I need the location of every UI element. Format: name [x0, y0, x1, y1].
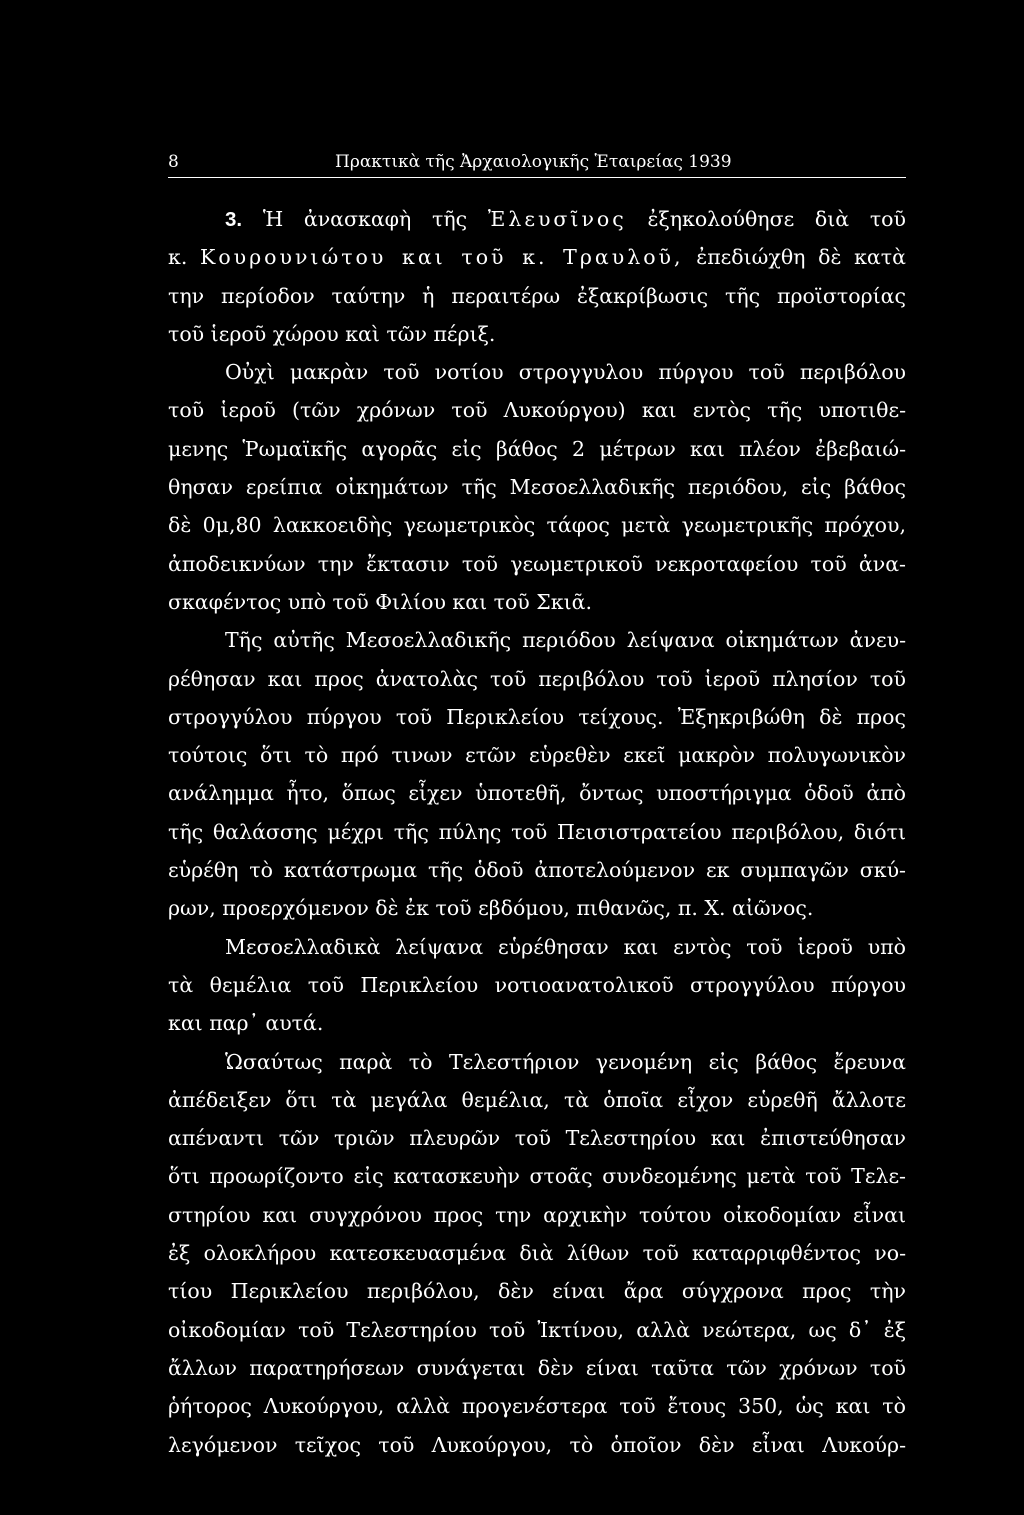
text-line: θησαν ερείπια οἰκημάτων τῆς Μεσοελλαδικῆς περιόδου, εἰς βάθος: [168, 475, 906, 500]
text-line: εὑρέθη τὸ κατάστρωμα τῆς ὁδοῦ ἀποτελούμενον εκ συμπαγῶν σκύ-: [168, 858, 906, 883]
section-line-1: [168, 200, 906, 238]
text-line: ῥήτορος Λυκούργου, αλλὰ προγενέστερα τοῦ ἔτους 350, ὡς και τὸ: [168, 1394, 906, 1419]
page-number: 8: [168, 152, 179, 172]
text-line: απέναντι τῶν τριῶν πλευρῶν τοῦ Τελεστηρίου και ἐπιστεύθησαν: [168, 1126, 906, 1151]
section-line-3: την περίοδον ταύτην ἡ περαιτέρω ἐξακρίβωσις τῆς προϊστορίας: [168, 283, 906, 308]
text-line: τοῦ ἱεροῦ (τῶν χρόνων τοῦ Λυκούργου) και εντὸς τῆς υποτιθε-: [168, 398, 906, 423]
text-line: και παρ᾽ αυτά.: [168, 1011, 324, 1036]
place-name: Ἐλευσῖνος: [487, 207, 627, 231]
section-text: κ.: [168, 245, 200, 270]
section-text: ἐπεδιώχθη δὲ κατὰ: [683, 245, 906, 270]
text-line: ρέθησαν και προς ἀνατολὰς τοῦ περιβόλου τοῦ ἱεροῦ πλησίον τοῦ: [168, 666, 906, 691]
text-line: Τῆς αὐτῆς Μεσοελλαδικῆς περιόδου λείψανα οἰκημάτων ἀνευ-: [225, 628, 906, 653]
section-line-4: τοῦ ἱεροῦ χώρου καὶ τῶν πέριξ.: [168, 321, 496, 346]
section-line-2: [168, 238, 906, 276]
section-text: ἐξηκολούθησε διὰ τοῦ: [626, 207, 906, 231]
text-line: ἀπέδειξεν ὅτι τὰ μεγάλα θεμέλια, τὰ ὁποῖα εἶχον εὑρεθῆ ἄλλοτε: [168, 1087, 906, 1112]
text-line: οἰκοδομίαν τοῦ Τελεστηρίου τοῦ Ἰκτίνου, αλλὰ νεώτερα, ως δ᾽ ἐξ: [168, 1317, 906, 1342]
text-line: Ὡσαύτως παρὰ τὸ Τελεστήριον γενομένη εἰς βάθος ἔρευνα: [225, 1049, 906, 1074]
text-line: σκαφέντος υπὸ τοῦ Φιλίου και τοῦ Σκιᾶ.: [168, 589, 592, 614]
text-line: τὰ θεμέλια τοῦ Περικλείου νοτιοανατολικοῦ στρογγύλου πύργου: [168, 972, 906, 997]
text-line: ἄλλων παρατηρήσεων συνάγεται δὲν είναι ταῦτα τῶν χρόνων τοῦ: [168, 1355, 906, 1380]
text-line: ἀποδεικνύων την ἔκτασιν τοῦ γεωμετρικοῦ νεκροταφείου τοῦ ἀνα-: [168, 551, 906, 576]
text-line: Οὐχὶ μακρὰν τοῦ νοτίου στρογγυλου πύργου τοῦ περιβόλου: [225, 360, 906, 385]
text-line: δὲ 0μ,80 λακκοειδὴς γεωμετρικὸς τάφος μετὰ γεωμετρικῆς πρόχου,: [168, 513, 906, 538]
page-header: [168, 150, 906, 174]
running-title: Πρακτικὰ τῆς Ἀρχαιολογικῆς Ἑταιρείας 1939: [335, 152, 732, 172]
header-rule: [168, 177, 906, 178]
section-number: 3.: [225, 208, 243, 231]
text-line: ρων, προερχόμενον δὲ ἐκ τοῦ εβδόμου, πιθανῶς, π. Χ. αἰῶνος.: [168, 896, 814, 921]
text-line: στηρίου και συγχρόνου προς την αρχικὴν τούτου οἰκοδομίαν εἶναι: [168, 1202, 906, 1227]
text-line: λεγόμενον τεῖχος τοῦ Λυκούργου, τὸ ὁποῖον δὲν εἶναι Λυκούρ-: [168, 1432, 906, 1457]
text-line: τίου Περικλείου περιβόλου, δὲν είναι ἄρα σύγχρονα προς τὴν: [168, 1279, 906, 1304]
text-line: ανάλημμα ἦτο, ὅπως εἶχεν ὑποτεθῆ, ὄντως υποστήριγμα ὁδοῦ ἀπὸ: [168, 781, 906, 806]
text-line: ὅτι προωρίζοντο εἰς κατασκευὴν στοᾶς συνδεομένης μετὰ τοῦ Τελε-: [168, 1164, 906, 1189]
text-line: τῆς θαλάσσης μέχρι τῆς πύλης τοῦ Πεισιστρατείου περιβόλου, διότι: [168, 819, 906, 844]
body-text: [168, 200, 906, 1464]
text-line: ἐξ ολοκλήρου κατεσκευασμένα διὰ λίθων τοῦ καταρριφθέντος νο-: [168, 1241, 906, 1266]
text-line: μενης Ῥωμαϊκῆς αγορᾶς εἰς βάθος 2 μέτρων και πλέον ἐβεβαιώ-: [168, 436, 906, 461]
section-text: Ἡ ἀνασκαφὴ τῆς: [262, 207, 488, 231]
text-line: Μεσοελλαδικὰ λείψανα εὑρέθησαν και εντὸς τοῦ ἱεροῦ υπὸ: [225, 934, 906, 959]
text-line: στρογγύλου πύργου τοῦ Περικλείου τείχους. Ἐξηκριβώθη δὲ προς: [168, 704, 906, 729]
text-line: τούτοις ὅτι τὸ πρό τινων ετῶν εὑρεθὲν εκεῖ μακρὸν πολυγωνικὸν: [168, 743, 906, 768]
person-names: Κουρουνιώτου και τοῦ κ. Τραυλοῦ,: [200, 245, 684, 270]
